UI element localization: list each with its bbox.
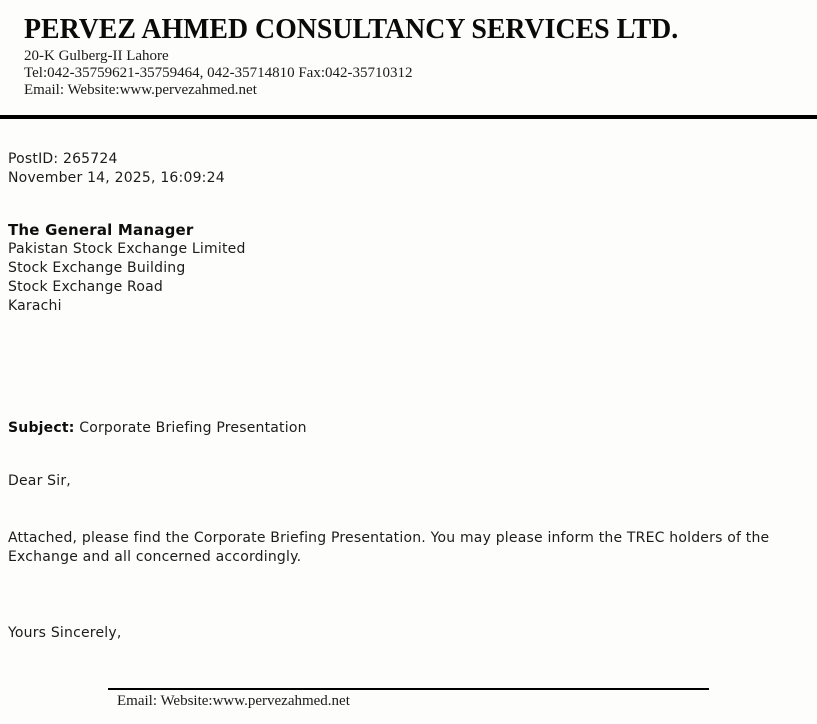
recipient-title: The General Manager bbox=[8, 221, 194, 239]
recipient-line-building: Stock Exchange Building bbox=[8, 260, 186, 276]
letterhead-address: 20-K Gulberg-II Lahore bbox=[24, 48, 169, 64]
body-paragraph: Attached, please find the Corporate Briefing Presentation. You may please inform the TREC holders of the Exchange and all concerned accordingly. bbox=[8, 530, 770, 565]
subject-line bbox=[8, 419, 307, 438]
company-name: PERVEZ AHMED CONSULTANCY SERVICES LTD. bbox=[24, 13, 679, 45]
footer-email-website: Email: Website:www.pervezahmed.net bbox=[117, 693, 350, 709]
letterhead-email-website: Email: Website:www.pervezahmed.net bbox=[24, 82, 257, 98]
recipient-line-company: Pakistan Stock Exchange Limited bbox=[8, 241, 246, 257]
recipient-line-city: Karachi bbox=[8, 298, 62, 314]
closing: Yours Sincerely, bbox=[8, 625, 122, 641]
post-datetime: November 14, 2025, 16:09:24 bbox=[8, 170, 225, 186]
recipient-block bbox=[8, 221, 246, 316]
letterhead bbox=[24, 12, 807, 99]
post-id: PostID: 265724 bbox=[8, 151, 118, 167]
footer-divider bbox=[108, 688, 709, 690]
subject-label: Subject: bbox=[8, 420, 75, 436]
recipient-line-road: Stock Exchange Road bbox=[8, 279, 163, 295]
post-meta bbox=[8, 150, 225, 188]
salutation: Dear Sir, bbox=[8, 473, 71, 489]
subject-text: Corporate Briefing Presentation bbox=[79, 420, 307, 436]
header-divider bbox=[0, 115, 817, 119]
letterhead-phone-fax: Tel:042-35759621-35759464, 042-35714810 Fax:042-35710312 bbox=[24, 65, 413, 81]
